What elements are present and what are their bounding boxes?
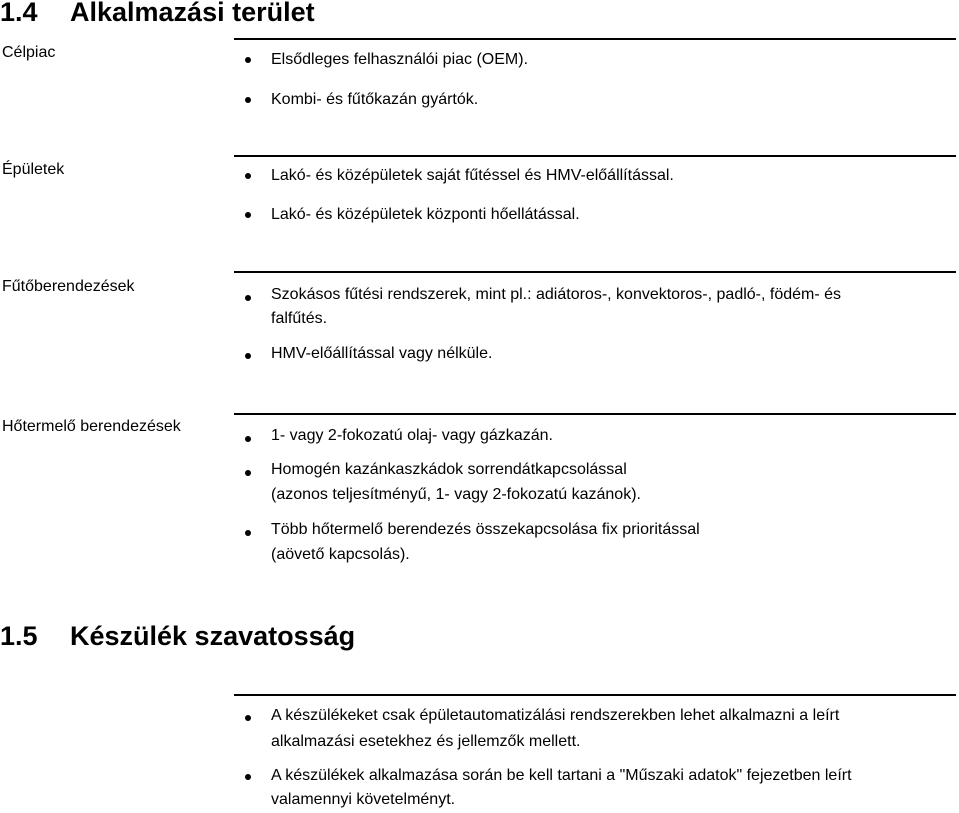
list-item: Szokásos fűtési rendszerek, mint pl.: adiátoros-, konvektoros-, padló-, födém- és (271, 286, 842, 303)
group-label-epuletek: Épületek (2, 161, 65, 178)
bullet-dot (245, 212, 251, 218)
section-heading-1-4 (0, 0, 315, 27)
list-item: 1- vagy 2-fokozatú olaj- vagy gázkazán. (271, 427, 553, 444)
bullet-dot (245, 97, 251, 103)
list-item: Kombi- és fűtőkazán gyártók. (271, 91, 479, 108)
list-item: A készülékeket csak épületautomatizálási rendszerekben lehet alkalmazni a leírt (271, 707, 840, 724)
section-title: Készülék szavatosság (70, 621, 356, 651)
bullet-dot (245, 173, 251, 179)
list-item-continuation: (azonos teljesítményű, 1- vagy 2-fokozatú kazánok). (271, 486, 641, 503)
group-label-celpiac: Célpiac (2, 44, 56, 61)
section-number: 1.4 (0, 0, 38, 27)
list-item: A készülékek alkalmazása során be kell tartani a "Műszaki adatok" fejezetben leírt (271, 767, 852, 784)
divider-rule (234, 155, 956, 157)
divider-rule (234, 271, 956, 273)
list-item: Lakó- és középületek központi hőellátással. (271, 206, 580, 223)
divider-rule (234, 694, 956, 696)
bullet-dot (245, 353, 251, 359)
bullet-dot (245, 470, 251, 476)
bullet-dot (245, 57, 251, 63)
list-item-continuation: alkalmazási esetekhez és jellemzők mellett. (271, 733, 581, 750)
list-item: Elsődleges felhasználói piac (OEM). (271, 51, 529, 68)
section-title: Alkalmazási terület (70, 0, 315, 27)
list-item-continuation: (aövető kapcsolás). (271, 546, 410, 563)
bullet-dot (245, 715, 251, 721)
section-number: 1.5 (0, 621, 38, 651)
bullet-dot (245, 436, 251, 442)
group-label-hotermelo-berendezesek: Hőtermelő berendezések (2, 418, 181, 435)
bullet-dot (245, 295, 251, 301)
list-item-continuation: falfűtés. (271, 310, 328, 327)
section-heading-1-5 (0, 621, 355, 651)
list-item: Több hőtermelő berendezés összekapcsolása fix prioritással (271, 521, 700, 538)
list-item: Homogén kazánkaszkádok sorrendátkapcsolással (271, 461, 627, 478)
bullet-dot (245, 774, 251, 780)
divider-rule (234, 413, 956, 415)
group-label-futoberendezesek: Fűtőberendezések (2, 278, 135, 295)
list-item: HMV-előállítással vagy nélküle. (271, 345, 493, 362)
divider-rule (234, 38, 956, 40)
bullet-dot (245, 530, 251, 536)
list-item: Lakó- és középületek saját fűtéssel és HMV-előállítással. (271, 167, 674, 184)
list-item-continuation: valamennyi követelményt. (271, 791, 456, 808)
